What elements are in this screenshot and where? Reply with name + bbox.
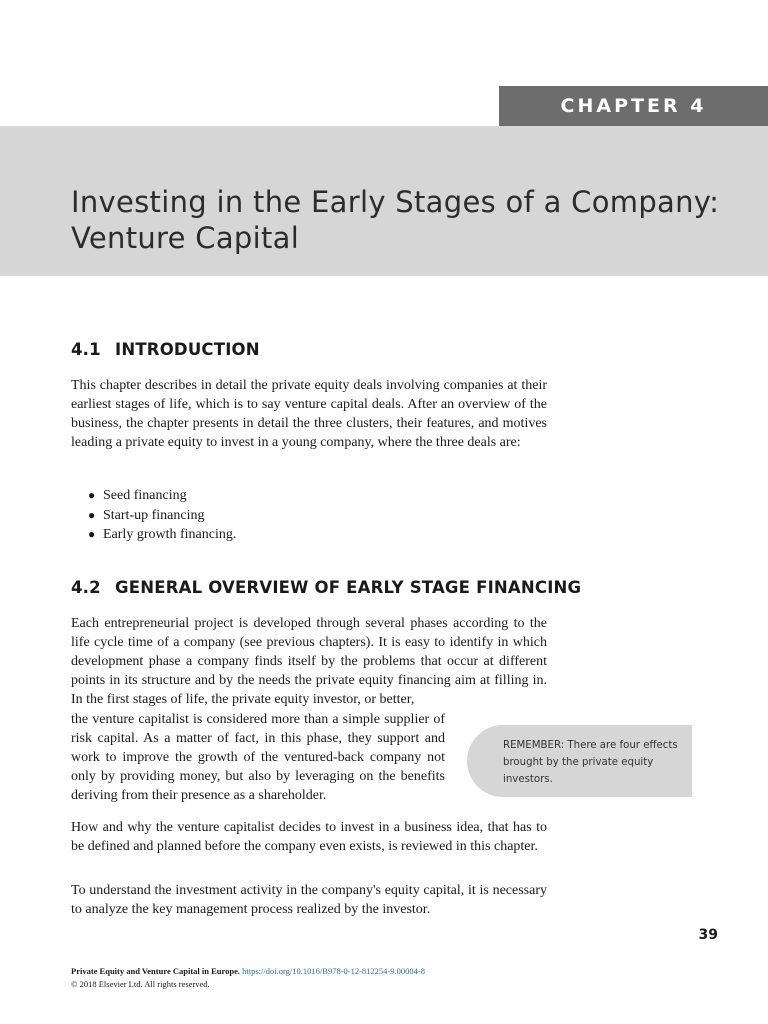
overview-paragraph-2: How and why the venture capitalist decides to invest in a business idea, that has to be defined and planned before the company even exists, is reviewed in this chapter.	[71, 820, 547, 854]
overview-paragraph-1-continued: the venture capitalist is considered more than a simple supplier of risk capital. As a matter of fact, in this phase, they support and work to improve the growth of the ventured-back company not only by providing money, but also by leveraging on the benefits deriving from their presence as a shareholder.	[71, 712, 445, 803]
page-number: 39	[698, 927, 718, 943]
list-item: ● Early growth financing.	[88, 525, 236, 545]
deal-types-list	[88, 486, 236, 545]
chapter-title-line-1: Investing in the Early Stages of a Company:	[71, 185, 720, 219]
chapter-title-line-2: Venture Capital	[71, 221, 300, 255]
section-heading-introduction	[71, 340, 260, 359]
bullet-icon: ●	[88, 507, 96, 522]
section-number: 4.2	[71, 578, 101, 597]
footer	[71, 965, 631, 991]
book-title: Private Equity and Venture Capital in Europe.	[71, 966, 241, 976]
list-item: ● Seed financing	[88, 486, 236, 506]
footer-citation	[71, 965, 631, 978]
overview-paragraph-1: Each entrepreneurial project is developed through several phases according to the life cycle time of a company (see previous chapters). It is easy to identify in which development phase a company finds itself by the problems that occur at different points in its structure and by the needs the private equity financing aim at filling in. In the first stages of life, the private equity investor, or better,	[71, 616, 547, 707]
bullet-icon: ●	[88, 527, 96, 541]
introduction-paragraph: This chapter describes in detail the private equity deals involving companies at their earliest stages of life, which is to say venture capital deals. After an overview of the business, the chapter presents in detail the three clusters, their features, and motives leading a private equity to invest in a young company, where the three deals are:	[71, 378, 547, 450]
remember-callout	[467, 725, 692, 797]
doi-link[interactable]: https://doi.org/10.1016/B978-0-12-812254-9.00004-8	[242, 966, 425, 976]
section-title: GENERAL OVERVIEW OF EARLY STAGE FINANCING	[115, 578, 582, 597]
callout-text: REMEMBER: There are four effects brought by the private equity investors.	[503, 740, 678, 785]
section-title: INTRODUCTION	[115, 340, 260, 359]
overview-paragraph-3: To understand the investment activity in the company's equity capital, it is necessary to analyze the key management process realized by the investor.	[71, 883, 547, 917]
section-heading-general-overview	[71, 578, 581, 597]
section-number: 4.1	[71, 340, 101, 359]
chapter-title	[71, 184, 731, 256]
chapter-label: CHAPTER 4	[499, 86, 768, 126]
copyright-notice: © 2018 Elsevier Ltd. All rights reserved.	[71, 979, 210, 989]
bullet-icon: ●	[88, 488, 96, 502]
list-item: ● Start-up financing	[88, 506, 236, 526]
